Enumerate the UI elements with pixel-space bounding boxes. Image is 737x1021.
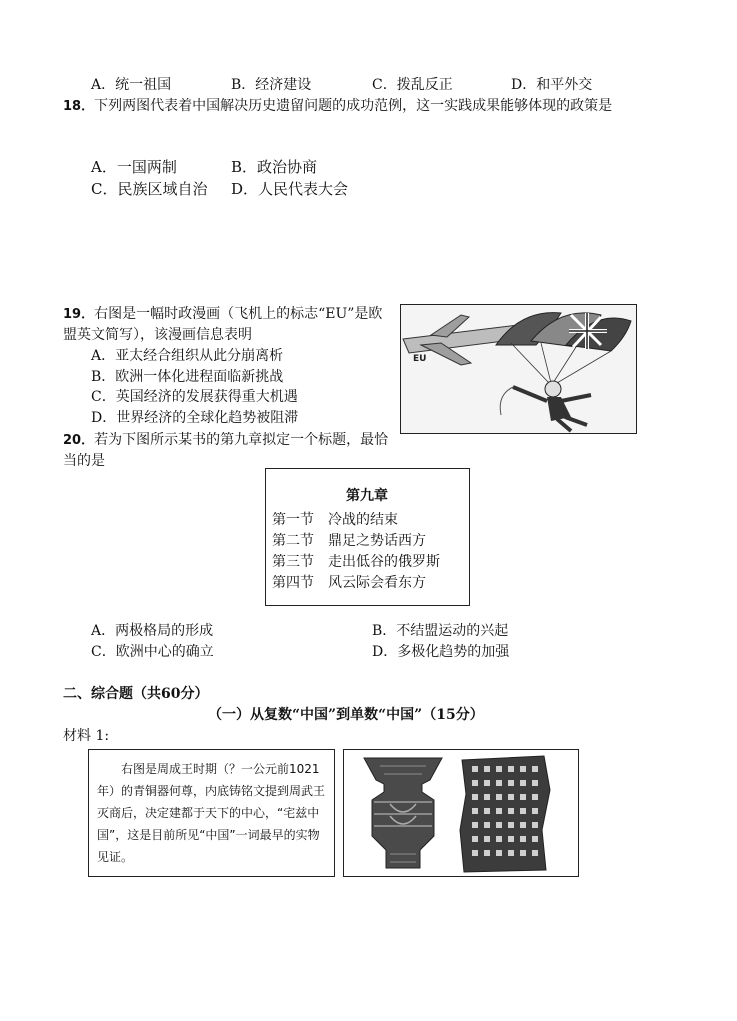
part2-heading: 二、综合题（共60分） — [63, 686, 209, 702]
section-label: 第四节 — [272, 575, 314, 591]
q18-option-c: C．民族区域自治 — [91, 180, 208, 198]
q20-stem-line2: 当的是 — [63, 453, 105, 469]
q20-option-d: D．多极化趋势的加强 — [372, 644, 510, 660]
section-row — [272, 572, 426, 592]
q19-stem-line2: 盟英文简写），该漫画信息表明 — [63, 327, 252, 343]
q19-option-b: B．欧洲一体化进程面临新挑战 — [91, 369, 284, 385]
material-text-box — [88, 749, 335, 877]
section-row — [272, 530, 426, 550]
q20-stem-line1: 若为下图所示某书的第九章拟定一个标题，最恰 — [94, 432, 389, 448]
he-zun-bronze-vessel-image — [344, 750, 580, 878]
material-label: 材料 1: — [63, 728, 110, 744]
q19-question-line1 — [63, 303, 382, 323]
q19-number: 19． — [63, 307, 95, 322]
inscription-rubbing-image — [460, 756, 550, 872]
q18-question — [63, 95, 612, 115]
q17-option-c: C．拨乱反正 — [372, 77, 453, 93]
q19-option-d: D．世界经济的全球化趋势被阻滞 — [91, 410, 299, 426]
q18-option-a: A．一国两制 — [91, 158, 177, 176]
section-title: 冷战的结束 — [328, 512, 398, 528]
q18-option-b: B．政治协商 — [231, 158, 318, 176]
eu-cartoon-image — [400, 304, 637, 434]
section-label: 第三节 — [272, 554, 314, 570]
section-label: 第一节 — [272, 512, 314, 528]
q20-question-line1 — [63, 429, 388, 449]
section-title: 风云际会看东方 — [328, 575, 426, 591]
q19-option-a: A．亚太经合组织从此分崩离析 — [91, 348, 284, 364]
section-label: 第二节 — [272, 533, 314, 549]
material-text: 右图是周成王时期（？一公元前1021 年）的青铜器何尊，内底铸铭文提到周武王灭商后，决定建都于天下的中心，“宅兹中国”，这是目前所见“中国”一词最早的实物见证。 — [97, 762, 326, 864]
q20-option-b: B．不结盟运动的兴起 — [372, 623, 509, 639]
q17-option-a: A．统一祖国 — [91, 77, 172, 93]
q19-option-c: C．英国经济的发展获得重大机遇 — [91, 389, 298, 405]
section-row — [272, 551, 440, 571]
q17-option-d: D．和平外交 — [511, 77, 593, 93]
section-title: 鼎足之势话西方 — [328, 533, 426, 549]
q18-stem: 下列两图代表着中国解决历史遗留问题的成功范例，这一实践成果能够体现的政策是 — [94, 98, 613, 114]
eu-cartoon-drawing — [401, 305, 637, 434]
svg-text:EU: EU — [413, 354, 427, 364]
q20-number: 20． — [63, 433, 95, 448]
q19-stem-line1: 右图是一幅时政漫画（飞机上的标志“EU”是欧 — [94, 306, 383, 322]
section-title: 走出低谷的俄罗斯 — [328, 554, 440, 570]
q20-option-a: A．两极格局的形成 — [91, 623, 214, 639]
chapter-title: 第九章 — [346, 488, 388, 504]
q17-option-b: B．经济建设 — [231, 77, 312, 93]
chapter-nine-box — [265, 468, 470, 606]
section-row — [272, 509, 398, 529]
q18-option-d: D．人民代表大会 — [231, 180, 349, 198]
bronze-vessel-images — [343, 749, 579, 877]
q18-number: 18． — [63, 99, 95, 114]
q20-option-c: C．欧洲中心的确立 — [91, 644, 214, 660]
part2-sub-heading: （一）从复数“中国”到单数“中国”（15分） — [208, 707, 484, 723]
